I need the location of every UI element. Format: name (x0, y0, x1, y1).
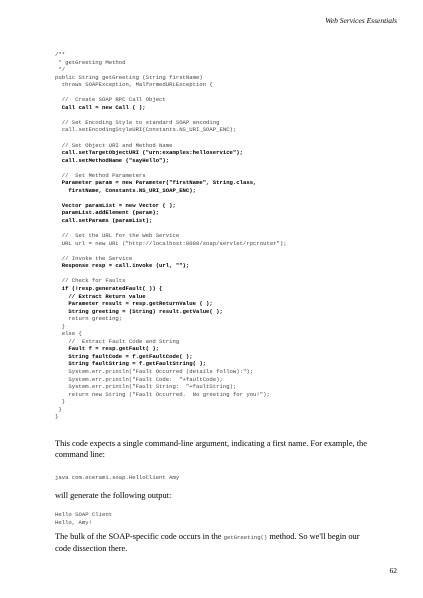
output-example (55, 511, 112, 526)
code-listing (55, 51, 287, 421)
code-line (55, 270, 287, 278)
code-line: else { (55, 330, 82, 338)
code-line: String greeting = (String) result.getValue( ); (55, 307, 223, 315)
code-line (55, 164, 287, 172)
running-head: Web Services Essentials (325, 16, 397, 25)
code-line: // Set the URL for the Web Service (55, 232, 180, 240)
code-line: call.setParams (paramList); (55, 217, 153, 225)
code-line (55, 134, 287, 142)
paragraph-dissection (55, 531, 377, 555)
code-line: if (!resp.generatedFault( )) { (55, 284, 163, 292)
output-line: Hello SOAP Client (55, 511, 113, 518)
code-line: } (55, 413, 59, 421)
code-line: URL url = new URL ("http://localhost:8080/soap/servlet/rpcrouter"); (55, 239, 287, 247)
code-line: Parameter param = new Parameter("firstName", String.class, (55, 179, 257, 187)
page-number: 62 (389, 566, 397, 575)
command-line-example: java com.ecerami.soap.HelloClient Amy (55, 474, 180, 481)
code-line: call.setEncodingStyleURI(Constants.NS_URI_SOAP_ENC); (55, 126, 237, 134)
code-line (55, 194, 287, 202)
code-line: throws SOAPException, MalformedURLException { (55, 81, 213, 89)
code-line: // Check for Faults (55, 277, 126, 285)
paragraph-output-intro: will generate the following output: (55, 491, 172, 500)
code-line: String faultCode = f.getFaultCode( ); (55, 352, 193, 360)
code-line: // Set Encoding Style to standard SOAP encoding (55, 118, 220, 126)
code-line: // Set Object URI and Method Name (55, 141, 173, 149)
code-line: paramList.addElement (param); (55, 209, 160, 217)
code-line: call.setMethodName ("sayHello"); (55, 156, 170, 164)
code-line: */ (55, 66, 66, 74)
code-line: Parameter result = resp.getReturnValue ( ); (55, 300, 213, 308)
code-line: } (55, 398, 66, 406)
paragraph-intro: This code expects a single command-line argument, indicating a first name. For example, the command line: (55, 439, 367, 460)
code-line: call.setTargetObjectURI ("urn:examples:helloservice"); (55, 149, 243, 157)
code-line (55, 225, 287, 233)
inline-code-getgreeting: getGreeting() (223, 534, 268, 541)
paragraph-text-after: method. So we'll begin our code dissection there. (55, 532, 360, 554)
code-line: firstName, Constants.NS_URI_SOAP_ENC); (55, 186, 196, 194)
code-line: // Extract Fault Code and String (55, 337, 180, 345)
code-line: } (55, 405, 62, 413)
code-line: } (55, 322, 66, 330)
code-line: Vector paramList = new Vector ( ); (55, 201, 176, 209)
output-line: Hello, Amy! (55, 518, 92, 526)
code-line: * getGreeting Method (55, 58, 126, 66)
paragraph-text-before: The bulk of the SOAP-specific code occurs in the (55, 532, 224, 541)
code-line: // Set Method Parameters (55, 171, 146, 179)
code-line: return new String ("Fault Occurred. No greeting for you!"); (55, 390, 270, 398)
code-line: // Extract Return value (55, 292, 146, 300)
code-line: // Invoke the Service (55, 254, 133, 262)
code-line: Call call = new Call ( ); (55, 103, 146, 111)
code-line: String faultString = f.getFaultString( ); (55, 360, 207, 368)
code-line: System.err.println("Fault String: "+faultString); (55, 383, 237, 391)
code-line (55, 247, 287, 255)
code-line: System.err.println("Fault Occurred (details follow):"); (55, 367, 254, 375)
code-line (55, 111, 287, 119)
code-line (55, 89, 287, 97)
code-line: Fault f = resp.getFault( ); (55, 345, 160, 353)
code-line: // Create SOAP RPC Call Object (55, 96, 166, 104)
code-line: /** (55, 51, 66, 58)
code-line: System.err.println("Fault Code: "+faultCode); (55, 375, 223, 383)
code-line: Response resp = call.invoke (url, ""); (55, 262, 190, 270)
code-line: public String getGreeting (String firstName) (55, 73, 203, 81)
code-line: return greeting; (55, 315, 123, 323)
